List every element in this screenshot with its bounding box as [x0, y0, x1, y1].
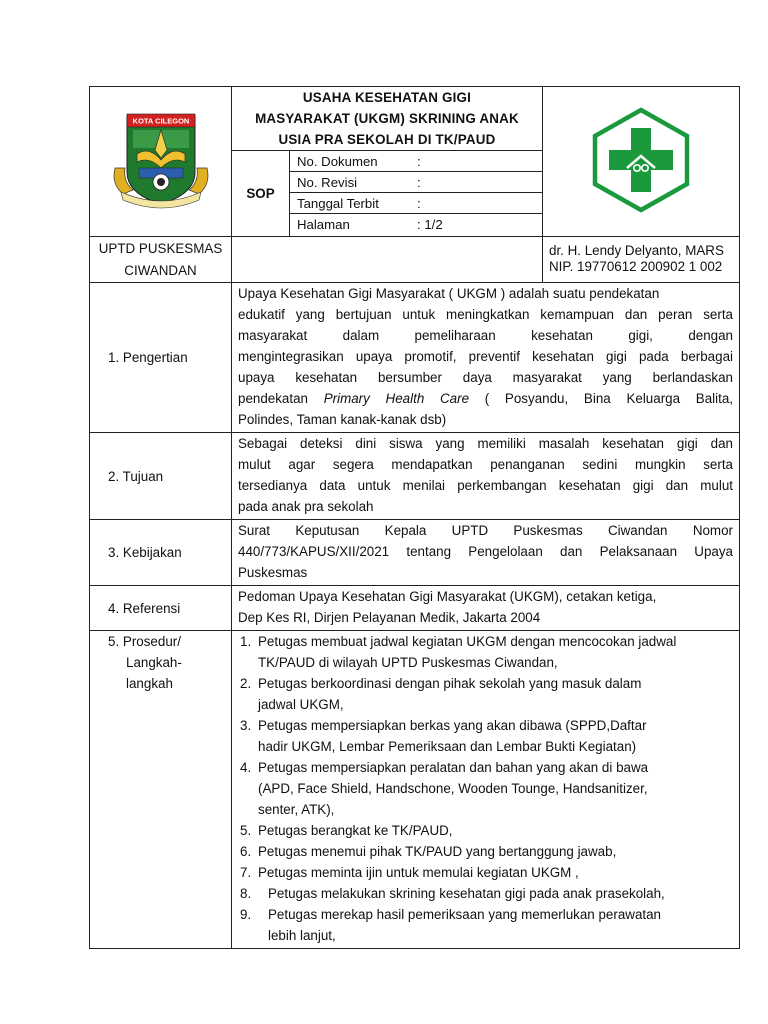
meta-value: :: [417, 174, 421, 190]
section-body-prosedur: [232, 631, 740, 949]
step-number: 3.: [240, 718, 252, 733]
meta-value: : 1/2: [417, 216, 443, 232]
step-number: 6.: [240, 844, 252, 859]
kota-cilegon-emblem-icon: [109, 110, 213, 210]
text-line: edukatif yang bertujuan untuk meningkatkan kemampuan dan peran serta: [238, 307, 733, 322]
section-label-referensi: 4. Referensi: [90, 586, 232, 631]
section-body-pengertian: [232, 283, 740, 433]
procedure-step: [240, 715, 733, 757]
right-logo-cell: [543, 87, 740, 237]
step-line: Petugas berkoordinasi dengan pihak sekolah yang masuk dalam: [258, 676, 642, 691]
step-line: Petugas merekap hasil pemeriksaan yang memerlukan perawatan: [268, 907, 662, 922]
section-body-tujuan: [232, 433, 740, 520]
procedure-step: [240, 757, 733, 820]
step-line: Petugas membuat jadwal kegiatan UKGM dengan mencocokan jadwal: [258, 634, 677, 649]
signer-name: dr. H. Lendy Delyanto, MARS: [549, 243, 724, 258]
sop-label: SOP: [232, 151, 290, 237]
meta-label: No. Revisi: [297, 174, 358, 190]
section-label-tujuan: 2. Tujuan: [90, 433, 232, 520]
step-number: 7.: [240, 865, 252, 880]
text-line: Dep Kes RI, Dirjen Pelayanan Medik, Jakarta 2004: [238, 610, 541, 625]
text-line: upaya kesehatan bersumber daya masyarakat yang berlandaskan: [238, 370, 733, 385]
left-logo-cell: [90, 87, 232, 237]
step-line: lebih lanjut,: [268, 928, 336, 943]
step-line: Petugas meminta ijin untuk memulai kegiatan UKGM ,: [258, 865, 579, 880]
procedure-step: [240, 904, 733, 946]
meta-row: [290, 172, 542, 193]
meta-row: [290, 193, 542, 214]
step-number: 2.: [240, 676, 252, 691]
procedure-step: [240, 673, 733, 715]
text-line: Pedoman Upaya Kesehatan Gigi Masyarakat (UKGM), cetakan ketiga,: [238, 589, 657, 604]
text-line: [238, 388, 733, 409]
document-title: [232, 87, 543, 151]
procedure-step: [240, 883, 733, 904]
meta-row: [290, 151, 542, 172]
text-line: Sebagai deteksi dini siswa yang memiliki masalah kesehatan gigi dan: [238, 436, 733, 451]
text-line: mengintegrasikan upaya promotif, preventif kesehatan gigi pada berbagai: [238, 349, 733, 364]
italic-term: Primary Health Care: [323, 391, 470, 406]
step-line: Petugas berangkat ke TK/PAUD,: [258, 823, 453, 838]
unit-line: UPTD PUSKESMAS: [98, 241, 223, 256]
text-part: ( Posyandu, Bina Keluarga Balita,: [484, 391, 733, 406]
text-line: mulut agar segera mendapatkan penanganan sedini mungkin serta: [238, 457, 733, 472]
step-number: 5.: [240, 823, 252, 838]
text-part: pendekatan: [238, 391, 324, 406]
meta-label: Tanggal Terbit: [297, 195, 379, 211]
step-line: TK/PAUD di wilayah UPTD Puskesmas Ciwandan,: [258, 655, 558, 670]
section-body-referensi: [232, 586, 740, 631]
unit-line: CIWANDAN: [124, 263, 197, 278]
step-line: senter, ATK),: [258, 802, 335, 817]
step-number: 9.: [240, 907, 252, 922]
text-line: pada anak pra sekolah: [238, 499, 374, 514]
signer-nip: NIP. 19770612 200902 1 002: [549, 259, 723, 274]
text-line: tersedianya data untuk menilai perkembangan kesehatan gigi dan mulut: [238, 478, 733, 493]
sop-table: [89, 86, 740, 949]
text-line: Surat Keputusan Kepala UPTD Puskesmas Ciwandan Nomor: [238, 523, 733, 538]
emblem-banner-text: KOTA CILEGON: [132, 116, 189, 126]
label-line: Langkah-: [126, 655, 182, 670]
text-line: Puskesmas: [238, 565, 308, 580]
puskesmas-logo-icon: [587, 106, 695, 214]
section-label-pengertian: 1. Pengertian: [90, 283, 232, 433]
text-line: 440/773/KAPUS/XII/2021 tentang Pengelolaan dan Pelaksanaan Upaya: [238, 544, 733, 559]
step-number: 4.: [240, 760, 252, 775]
procedure-step: [240, 820, 733, 841]
step-line: (APD, Face Shield, Handschone, Wooden Tounge, Handsanitizer,: [258, 781, 648, 796]
meta-value: :: [417, 153, 421, 169]
section-label-prosedur: [90, 631, 232, 949]
title-line: USAHA KESEHATAN GIGI: [302, 90, 472, 105]
section-body-kebijakan: [232, 520, 740, 586]
step-number: 8.: [240, 886, 252, 901]
signature-space: [232, 237, 543, 283]
text-line: Upaya Kesehatan Gigi Masyarakat ( UKGM ) adalah suatu pendekatan: [238, 286, 660, 301]
step-line: Petugas menemui pihak TK/PAUD yang bertanggung jawab,: [258, 844, 617, 859]
procedure-step: [240, 862, 733, 883]
meta-value: :: [417, 195, 421, 211]
label-line: langkah: [126, 676, 173, 691]
meta-label: No. Dokumen: [297, 153, 378, 169]
step-line: Petugas melakukan skrining kesehatan gigi pada anak prasekolah,: [268, 886, 665, 901]
step-line: Petugas mempersiapkan peralatan dan bahan yang akan di bawa: [258, 760, 649, 775]
unit-name: [90, 237, 232, 283]
meta-label: Halaman: [297, 216, 350, 232]
title-line: MASYARAKAT (UKGM) SKRINING ANAK: [255, 111, 519, 126]
document-meta: [290, 151, 543, 237]
section-label-kebijakan: 3. Kebijakan: [90, 520, 232, 586]
signature-block: [543, 237, 740, 283]
step-line: jadwal UKGM,: [258, 697, 344, 712]
title-line: USIA PRA SEKOLAH DI TK/PAUD: [278, 132, 496, 147]
step-number: 1.: [240, 634, 252, 649]
text-line: Polindes, Taman kanak-kanak dsb): [238, 412, 447, 427]
procedure-step: [240, 631, 733, 673]
step-line: Petugas mempersiapkan berkas yang akan dibawa (SPPD,Daftar: [258, 718, 647, 733]
procedure-step: [240, 841, 733, 862]
step-line: hadir UKGM, Lembar Pemeriksaan dan Lembar Bukti Kegiatan): [258, 739, 637, 754]
text-line: masyarakat dalam pemeliharaan kesehatan gigi, dengan: [238, 328, 733, 343]
meta-row: [290, 214, 542, 235]
procedure-steps: [232, 631, 739, 946]
label-line: 5. Prosedur/: [108, 634, 181, 649]
